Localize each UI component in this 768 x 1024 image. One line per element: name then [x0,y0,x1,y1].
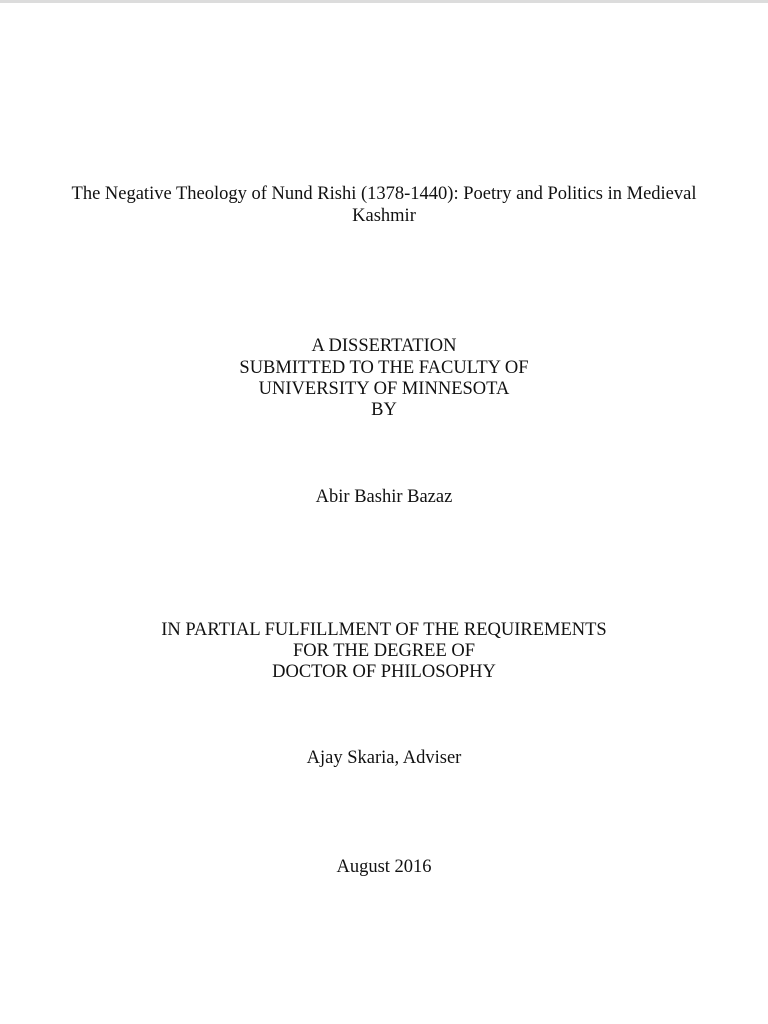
submission-line-3: UNIVERSITY OF MINNESOTA [258,379,510,399]
submission-date: August 2016 [336,857,432,877]
fulfillment-line-2: FOR THE DEGREE OF [292,641,476,661]
fulfillment-line-3: DOCTOR OF PHILOSOPHY [272,662,496,682]
submission-line-2: SUBMITTED TO THE FACULTY OF [239,358,529,378]
submission-line-4: BY [371,400,397,420]
fulfillment-line-1: IN PARTIAL FULFILLMENT OF THE REQUIREMENTS [161,620,607,640]
title-line-1: The Negative Theology of Nund Rishi (1378-1440): Poetry and Politics in Medieval [71,184,697,204]
author-name: Abir Bashir Bazaz [315,487,453,507]
submission-line-1: A DISSERTATION [311,336,457,356]
title-line-2: Kashmir [352,206,416,226]
adviser-name: Ajay Skaria, Adviser [306,748,462,768]
